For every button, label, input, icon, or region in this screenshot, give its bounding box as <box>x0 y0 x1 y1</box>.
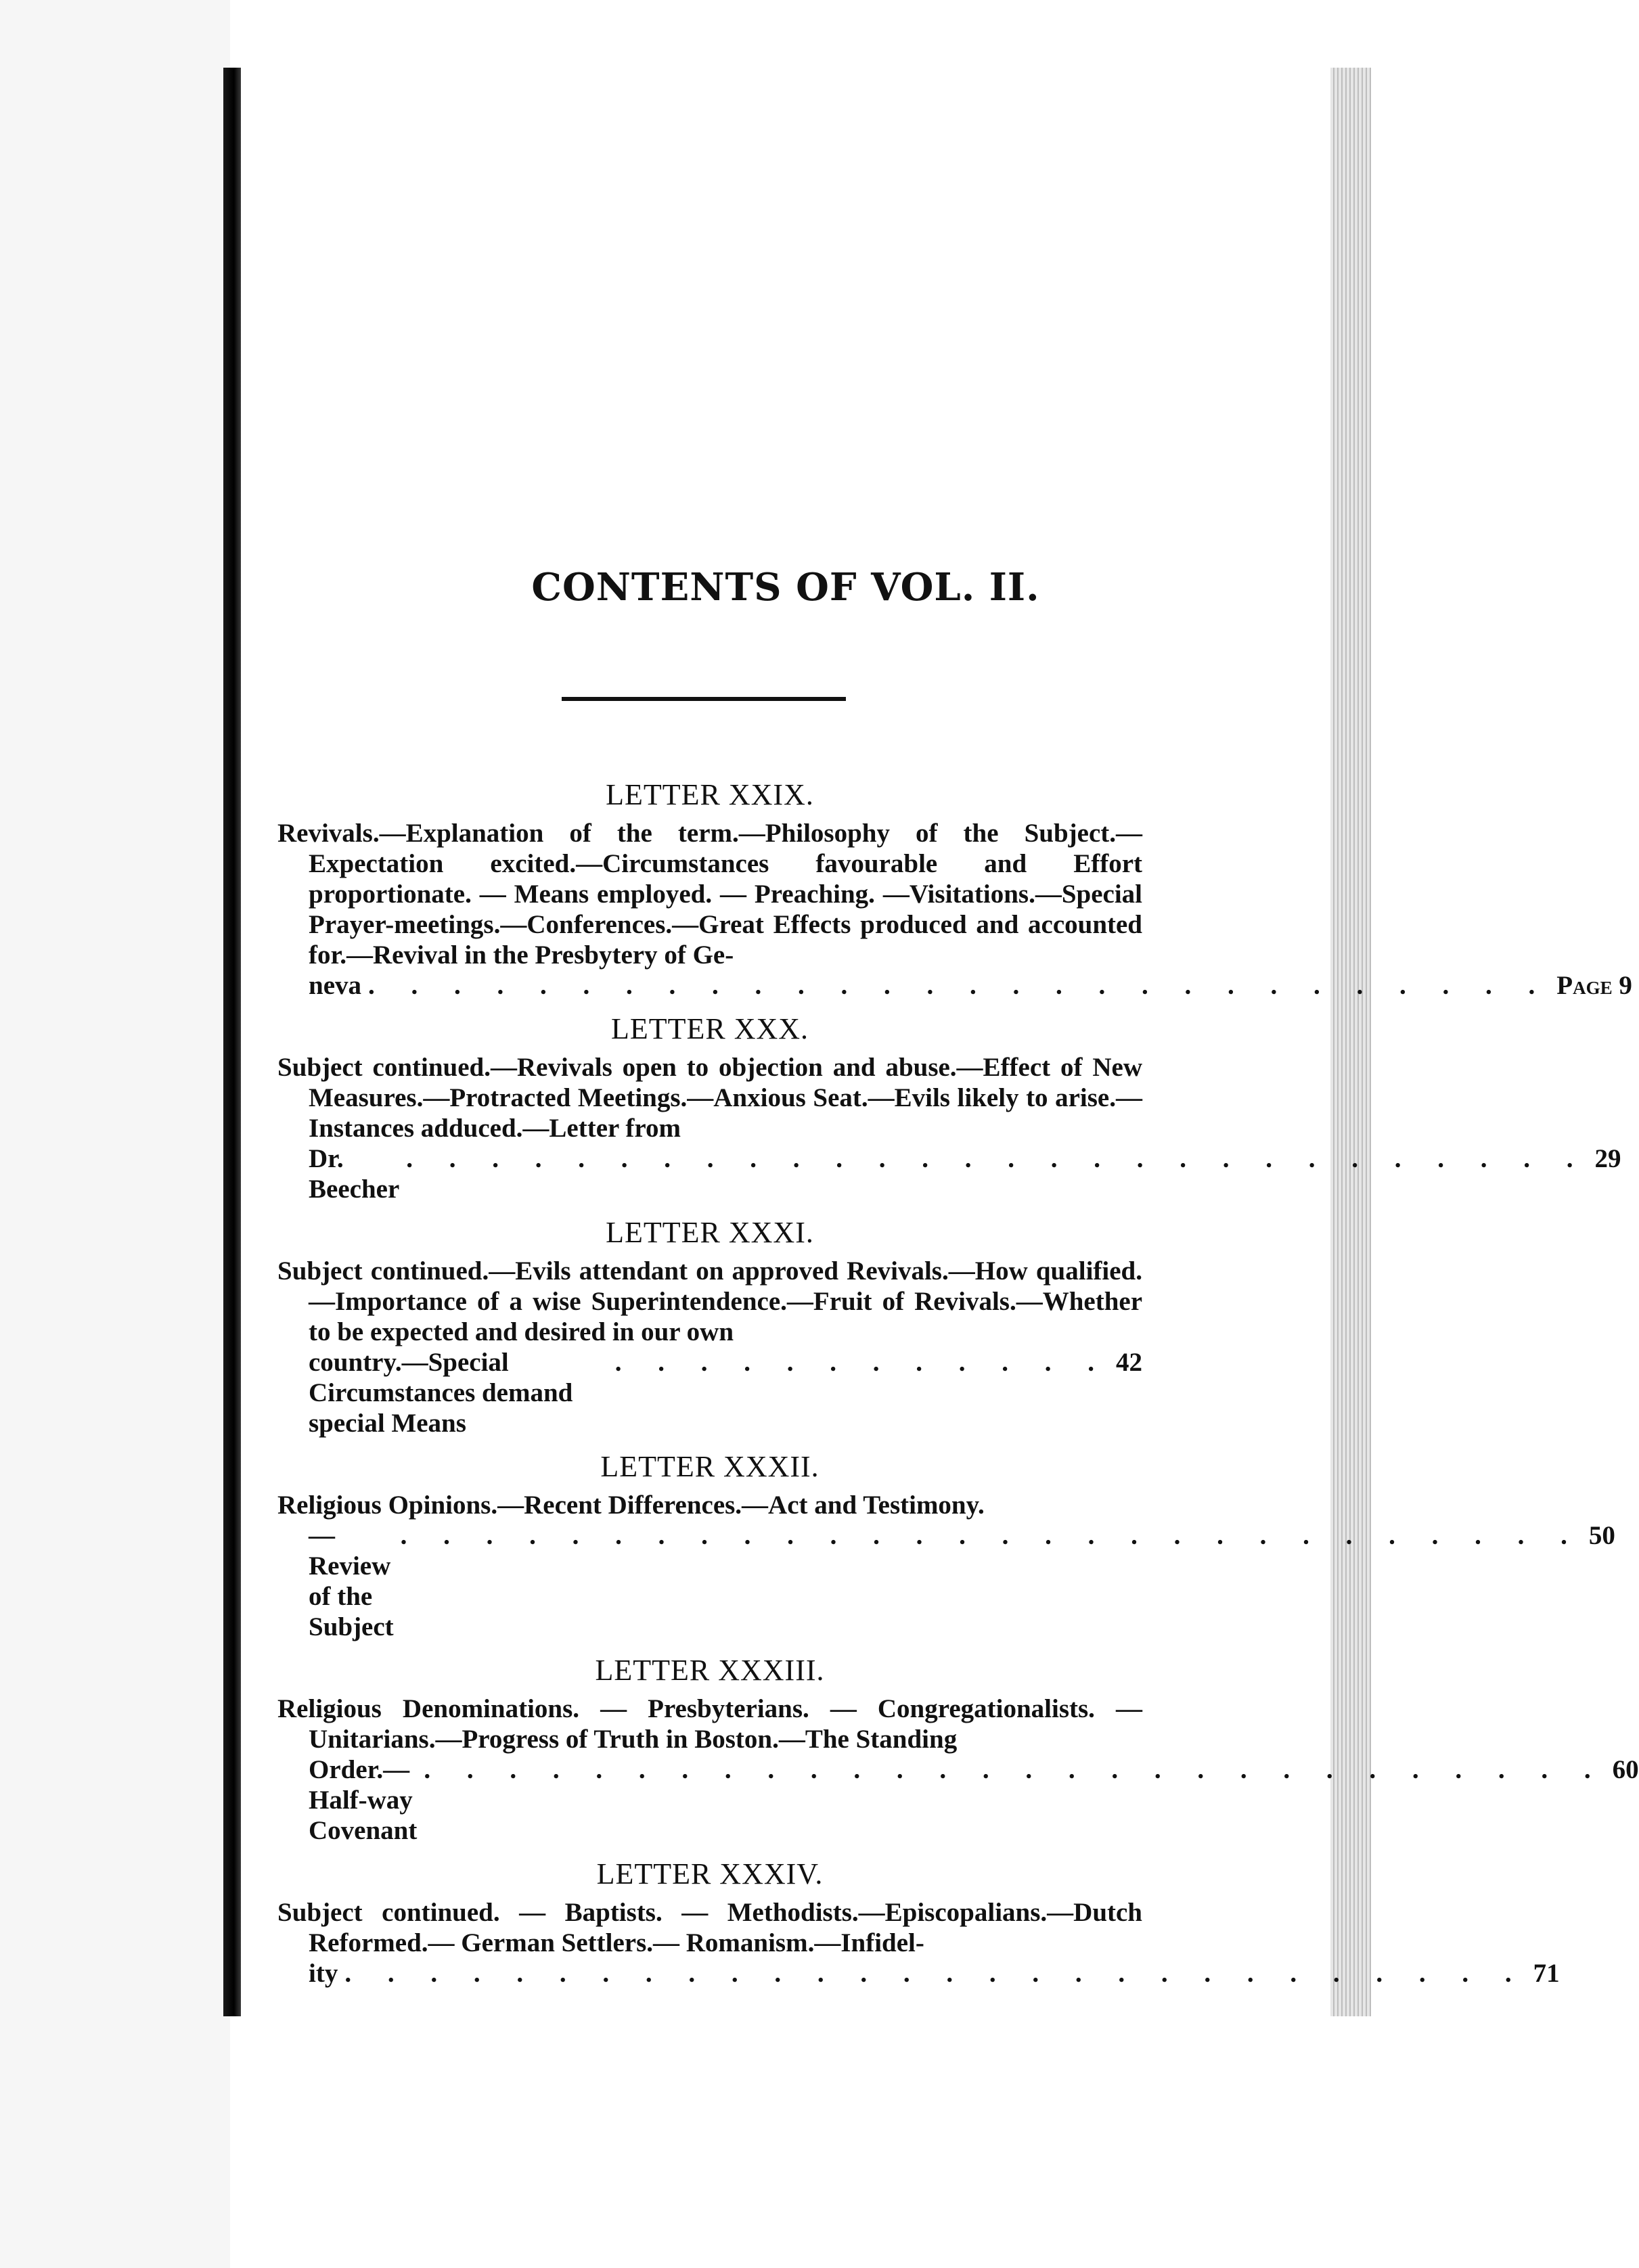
summary-tail: neva <box>309 971 361 1000</box>
page-reference[interactable] <box>1613 1754 1639 1785</box>
toc-letter-30 <box>277 1009 1621 1204</box>
page-edge-stack <box>1330 68 1371 2016</box>
toc-letter-34 <box>277 1854 1560 1989</box>
letter-title: LETTER XXXII. <box>600 1450 820 1483</box>
letter-summary: Religious Opinions.—Recent Differences.—Act and Testimony. <box>277 1491 985 1520</box>
dot-leader: . . . . . . . . . . . . . . . . . . . . . . . . . . . . <box>368 971 1550 1000</box>
letter-title: LETTER XXIX. <box>606 778 814 811</box>
book-spine-shadow <box>223 68 241 2016</box>
letter-title: LETTER XXXIII. <box>595 1654 825 1687</box>
facing-page-edge <box>0 0 230 2268</box>
toc-letter-29 <box>277 775 1632 1001</box>
page-reference[interactable] <box>1556 970 1632 1001</box>
page-number: 42 <box>1116 1348 1142 1377</box>
page-number: 50 <box>1588 1521 1615 1550</box>
letter-summary: Subject continued.—Revivals open to objection and abuse.—Effect of New Measures.—Protracted Meetings.—Anxious Seat.—Evils likely to arise.—Instances adduced.—Letter from <box>277 1053 1142 1143</box>
page-label: Page <box>1556 971 1613 1000</box>
letter-summary-end <box>277 1958 1560 1989</box>
page-reference[interactable] <box>1533 1958 1560 1989</box>
letter-title: LETTER XXXIV. <box>596 1857 824 1890</box>
toc-letter-33 <box>277 1650 1639 1846</box>
letter-title: LETTER XXX. <box>610 1012 809 1045</box>
table-of-contents <box>277 775 1639 1997</box>
page-reference[interactable] <box>1116 1347 1142 1378</box>
letter-summary: Religious Denominations. — Presbyterians. — Congregationalists. —Unitarians.—Progress of Truth in Boston.—The Standing <box>277 1694 1142 1754</box>
dot-leader: . . . . . . . . . . . . <box>614 1348 1109 1377</box>
page-number: 29 <box>1594 1144 1621 1173</box>
dot-leader: . . . . . . . . . . . . . . . . . . . . . . . . . . . . <box>424 1755 1606 1784</box>
dot-leader: . . . . . . . . . . . . . . . . . . . . . . . . . . . . <box>400 1521 1582 1550</box>
toc-letter-31 <box>277 1212 1142 1438</box>
letter-summary: Subject continued.—Evils attendant on approved Revivals.—How qualified.—Importance of a wise Superintendence.—Fruit of Revivals.—Whether to be expected and desired in our own <box>277 1256 1142 1346</box>
letter-summary-end <box>277 1520 1615 1642</box>
page-number: 60 <box>1612 1755 1639 1784</box>
summary-tail: Dr. Beecher <box>309 1144 400 1204</box>
summary-tail: country.—Special Circumstances demand special Means <box>309 1348 573 1438</box>
letter-summary: Subject continued. — Baptists. — Methodists.—Episcopalians.—Dutch Reformed.— German Settlers.— Romanism.—Infidel- <box>277 1898 1142 1957</box>
page-title: CONTENTS OF VOL. II. <box>531 565 1040 610</box>
summary-tail: —Review of the Subject <box>309 1521 394 1641</box>
summary-tail: ity <box>309 1959 338 1988</box>
toc-letter-32 <box>277 1447 1615 1642</box>
page-number: 9 <box>1619 971 1632 1000</box>
letter-title: LETTER XXXI. <box>606 1216 814 1249</box>
letter-summary: Revivals.—Explanation of the term.—Philosophy of the Subject.—Expectation excited.—Circumstances favourable and Effort proportionate. — Means employed. — Preaching. —Visitations.—Special Prayer-meetings.—Conferences.—Great Effects produced and accounted for.—Revival in the Presbytery of Ge- <box>277 819 1142 970</box>
summary-tail: Order.—Half-way Covenant <box>309 1755 418 1845</box>
page-reference[interactable] <box>1595 1143 1621 1174</box>
letter-summary-end <box>277 1754 1639 1846</box>
title-rule <box>562 697 846 701</box>
page-reference[interactable] <box>1589 1520 1615 1551</box>
page-number: 71 <box>1533 1959 1560 1988</box>
dot-leader: . . . . . . . . . . . . . . . . . . . . . . . . . . . . <box>406 1144 1588 1173</box>
dot-leader: . . . . . . . . . . . . . . . . . . . . . . . . . . . . <box>344 1959 1527 1988</box>
letter-summary-end <box>277 970 1632 1001</box>
letter-summary-end <box>277 1143 1621 1204</box>
letter-summary-end <box>277 1347 1142 1438</box>
